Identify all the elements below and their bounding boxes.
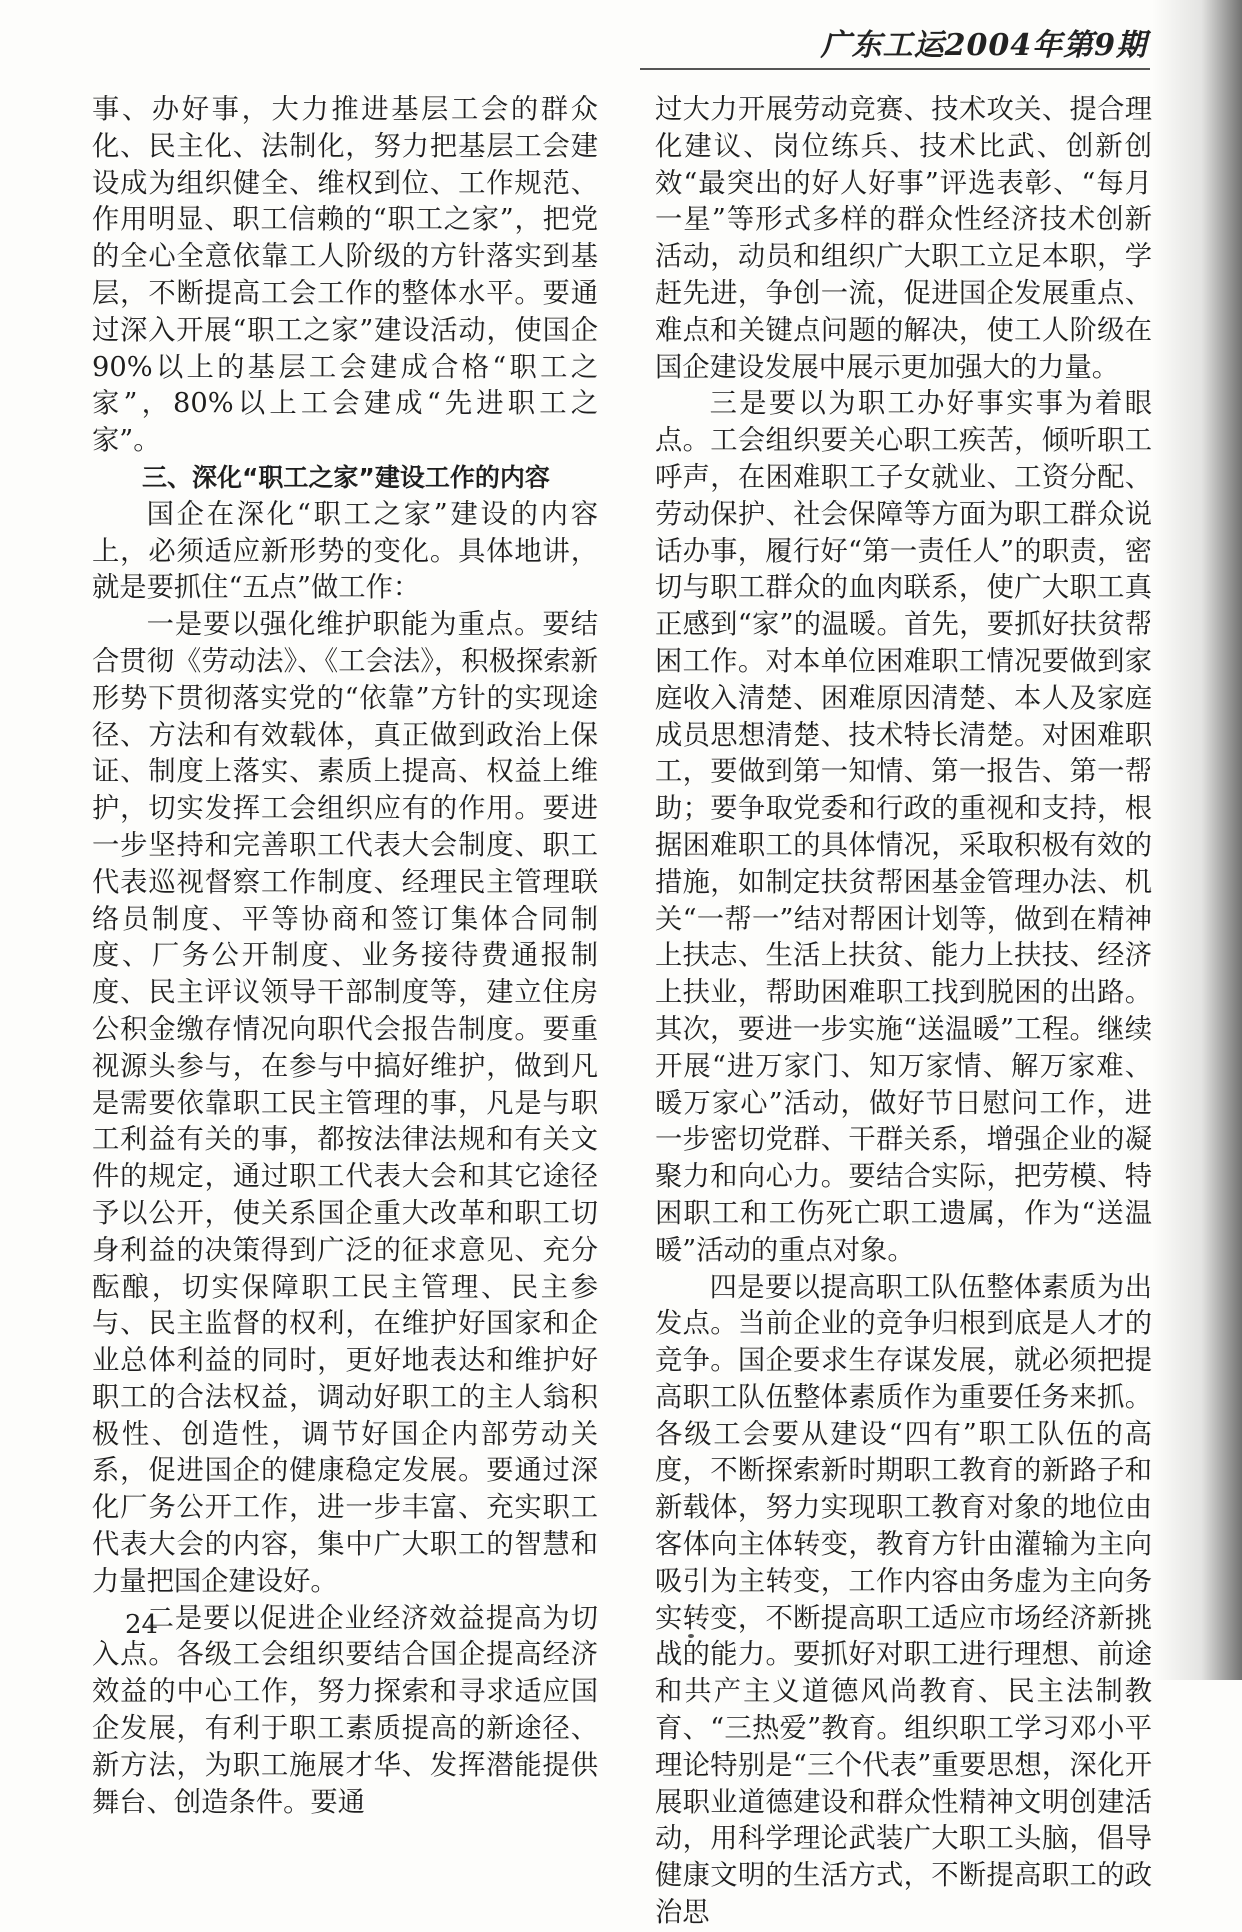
left-column	[92, 92, 598, 1821]
paragraph: 三是要以为职工办好事实事为着眼点。工会组织要关心职工疾苦，倾听职工呼声，在困难职工子女就业、工资分配、劳动保护、社会保障等方面为职工群众说话办事，履行好“第一责任人”的职责，密切与职工群众的血肉联系，使广大职工真正感到“家”的温暖。首先，要抓好扶贫帮困工作。对本单位困难职工情况要做到家庭收入清楚、困难原因清楚、本人及家庭成员思想清楚、技术特长清楚。对困难职工，要做到第一知情、第一报告、第一帮助；要争取党委和行政的重视和支持，根据困难职工的具体情况，采取积极有效的措施，如制定扶贫帮困基金管理办法、机关“一帮一”结对帮困计划等，做到在精神上扶志、生活上扶贫、能力上扶技、经济上扶业，帮助困难职工找到脱困的出路。其次，要进一步实施“送温暖”工程。继续开展“进万家门、知万家情、解万家难、暖万家心”活动，做好节日慰问工作，进一步密切党群、干群关系，增强企业的凝聚力和向心力。要结合实际，把劳模、特困职工和工伤死亡职工遗属，作为“送温暖”活动的重点对象。	[655, 388, 1152, 1266]
paragraph: 国企在深化“职工之家”建设的内容上，必须适应新形势的变化。具体地讲，就是要抓住“五点”做工作：	[92, 498, 598, 604]
page-number: 24	[125, 1610, 159, 1640]
binding-shadow	[1152, 0, 1242, 1680]
header-rule	[640, 68, 1150, 70]
paragraph: 四是要以提高职工队伍整体素质为出发点。当前企业的竞争归根到底是人才的竞争。国企要求生存谋发展，就必须把提高职工队伍整体素质作为重要任务来抓。各级工会要从建设“四有”职工队伍的高度，不断探索新时期职工教育的新路子和新载体，努力实现职工教育对象的地位由客体向主体转变，教育方针由灌输为主向吸引为主转变，工作内容由务虚为主向务实转变，不断提高职工适应市场经济新挑战的能力。要抓好对职工进行理想、前途和共产主义道德风尚教育、民主法制教育、“三热爱”教育。组织职工学习邓小平理论特别是“三个代表”重要思想，深化开展职业道德建设和群众性精神文明创建活动，用科学理论武装广大职工头脑，倡导健康文明的生活方式，不断提高职工的政治思	[655, 1271, 1152, 1929]
scan-speck	[688, 1634, 694, 1638]
paragraph: 一是要以强化维护职能为重点。要结合贯彻《劳动法》、《工会法》，积极探索新形势下贯彻落实党的“依靠”方针的实现途径、方法和有效载体，真正做到政治上保证、制度上落实、素质上提高、权益上维护，切实发挥工会组织应有的作用。要进一步坚持和完善职工代表大会制度、职工代表巡视督察工作制度、经理民主管理联络员制度、平等协商和签订集体合同制度、厂务公开制度、业务接待费通报制度、民主评议领导干部制度等，建立住房公积金缴存情况向职代会报告制度。要重视源头参与，在参与中搞好维护，做到凡是需要依靠职工民主管理的事，凡是与职工利益有关的事，都按法律法规和有关文件的规定，通过职工代表大会和其它途径予以公开，使关系国企重大改革和职工切身利益的决策得到广泛的征求意见、充分酝酿，切实保障职工民主管理、民主参与、民主监督的权利，在维护好国家和企业总体利益的同时，更好地表达和维护好职工的合法权益，调动好职工的主人翁积极性、创造性，调节好国企内部劳动关系，促进国企的健康稳定发展。要通过深化厂务公开工作，进一步丰富、充实职工代表大会的内容，集中广大职工的智慧和力量把国企建设好。	[92, 609, 598, 1597]
paragraph: 过大力开展劳动竞赛、技术攻关、提合理化建议、岗位练兵、技术比武、创新创效“最突出的好人好事”评选表彰、“每月一星”等形式多样的群众性经济技术创新活动，动员和组织广大职工立足本职，学赶先进，争创一流，促进国企发展重点、难点和关键点问题的解决，使工人阶级在国企建设发展中展示更加强大的力量。	[655, 94, 1152, 383]
section-heading: 三、深化“职工之家”建设工作的内容	[142, 462, 550, 492]
running-header: 广东工运2004年第9期	[820, 28, 1147, 63]
paragraph: 二是要以促进企业经济效益提高为切入点。各级工会组织要结合国企提高经济效益的中心工作，努力探索和寻求适应国企发展，有利于职工素质提高的新途径、新方法，为职工施展才华、发挥潜能提供舞台、创造条件。要通	[92, 1602, 598, 1818]
right-column	[655, 92, 1152, 1932]
paragraph: 事、办好事，大力推进基层工会的群众化、民主化、法制化，努力把基层工会建设成为组织健全、维权到位、工作规范、作用明显、职工信赖的“职工之家”，把党的全心全意依靠工人阶级的方针落实到基层，不断提高工会工作的整体水平。要通过深入开展“职工之家”建设活动，使国企90%以上的基层工会建成合格“职工之家”，80%以上工会建成“先进职工之家”。	[92, 94, 598, 457]
